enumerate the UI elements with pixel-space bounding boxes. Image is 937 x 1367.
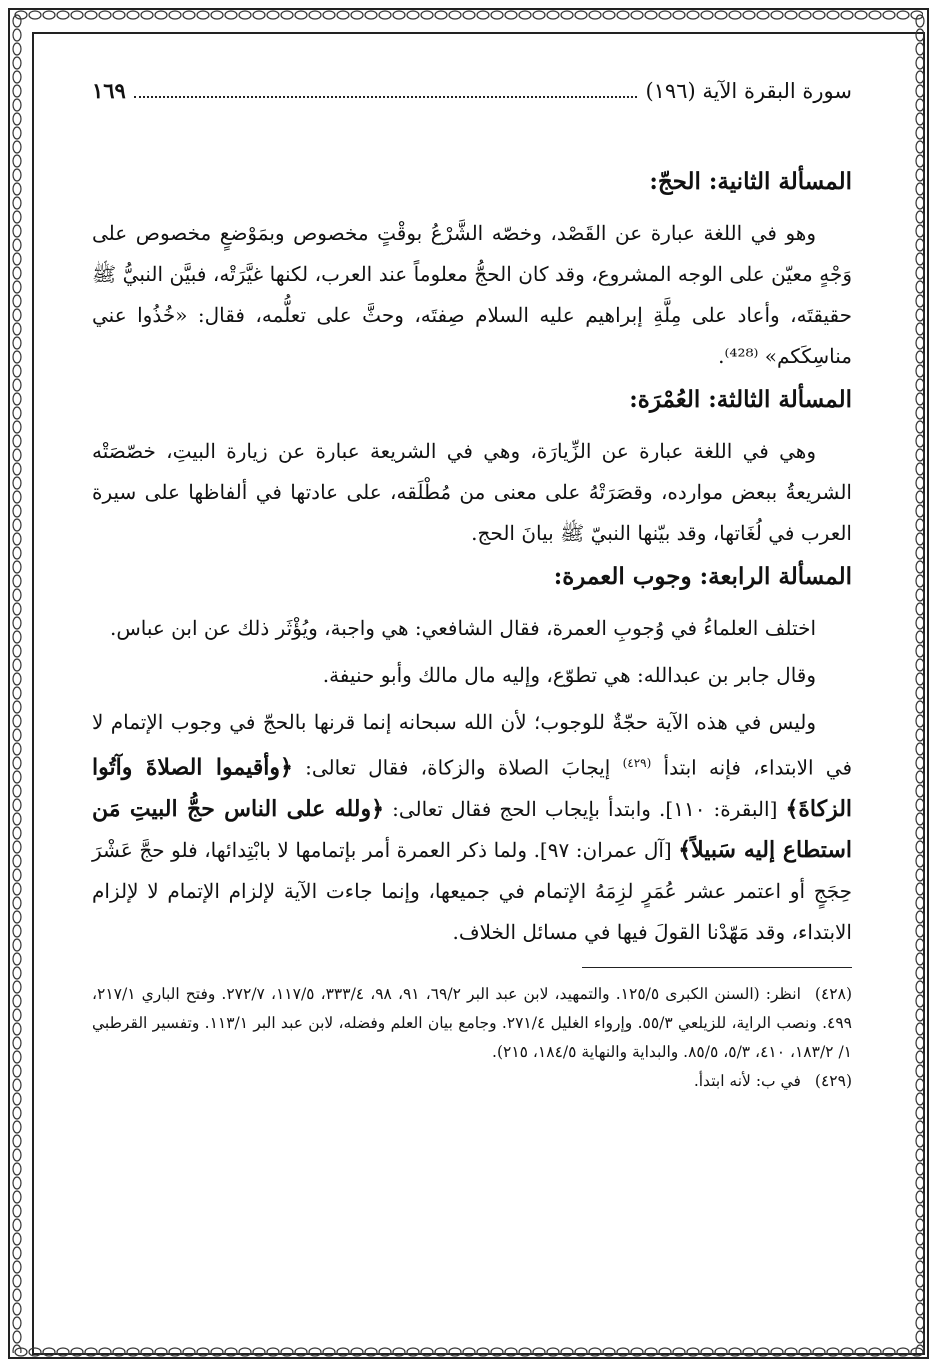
ornament-border-bottom [14, 1345, 923, 1359]
final-part4: ولما ذكر العمرة أمر بإتمامها لا بابْتِدائها، فلو حجَّ عَشْرَ حِجَجٍ أو اعتمر عشر عُمَرٍ لزِمَهُ الإتمام في جميعها، وإنما جاءت الآية لإلزام الإتمام لا لإلزام الابتداء، وقد مَهّدْنا القولَ فيها في مسائل الخلاف. [92, 837, 852, 944]
footnote-number-428: (٤٢٨) [814, 984, 852, 1003]
paragraph-jabir: وقال جابر بن عبدالله: هي تطوّع، وإليه مال مالك وأبو حنيفة. [322, 663, 816, 687]
paragraph-shafii: اختلف العلماءُ في وُجوبِ العمرة، فقال الشافعي: هي واجبة، ويُؤْثَر ذلك عن ابن عباس. [109, 616, 816, 640]
page-content [92, 68, 852, 1096]
footnote-number-429: (٤٢٩) [814, 1071, 852, 1090]
section-heading-umrah: المسألة الثالثة: العُمْرَة: [629, 386, 852, 413]
quran-quote-2: ﴿ولله على الناس حجُّ البيتِ مَن استطاع إليه سَبيلاً﴾ [92, 795, 852, 863]
footnote-text-429: في ب: لأنه ابتدأ. [693, 1071, 801, 1090]
section-heading-hajj: المسألة الثانية: الحجّ: [649, 168, 852, 195]
final-part1: وليس في هذه الآية حجّةٌ للوجوب؛ لأن الله سبحانه إنما قرنها بالحجّ في وجوب الإتمام لا في الابتداء، فإنه ابتدأ [92, 710, 853, 780]
ornament-border-top [14, 8, 923, 22]
footnote-text-428: انظر: (السنن الكبرى ١٢٥/٥. والتمهيد، لابن عبد البر ٦٩/٢، ٩١، ٩٨، ٣٣٣/٤، ١١٧/٥، ٢٧٢/٧. وفتح الباري ٢١٧/١، ٤٩٩. ونصب الراية، للزيلعي ٥٥/٣. وإرواء الغليل ٢٧١/٤. وجامع بيان العلم وفضله، لابن عبد البر ١١٣/١. وتفسير القرطبي ١/ ١٨٣/٢، ٤١٠، ٥/٣، ٨٥/٥. والبداية والنهاية ١٨٤/٥، ٢١٥). [92, 984, 852, 1061]
final-part3: وابتدأ بإيجاب الحج فقال تعالى: [392, 796, 651, 821]
quran-ref-2: [آل عمران: ٩٧]. [533, 837, 672, 862]
header-title: سورة البقرة الآية (١٩٦) [645, 79, 852, 103]
quran-ref-1: [البقرة: ١١٠]. [659, 796, 778, 821]
section-heading-umrah-obligation: المسألة الرابعة: وجوب العمرة: [553, 563, 852, 590]
paragraph-hajj: وهو في اللغة عبارة عن القَصْد، وخصّه الشَّرْعُ بوقْتٍ مخصوص وبمَوْضعٍ مخصوص على وَجْهٍ معيّن على الوجه المشروع، وقد كان الحجُّ معلوماً عند العرب، لكنها غيَّرَتْه، فبيَّن النبيُّ ﷺ حقيقتَه، وأعاد على مِلَّةِ إبراهيم عليه السلام صِفتَه، وحثَّ على تعلُّمه، فقال: «خُذُوا عني مناسِكَكم» ⁽⁴²⁸⁾. [92, 221, 852, 368]
page-number: ١٦٩ [92, 78, 126, 103]
header-dots [134, 84, 638, 98]
footnote-429 [92, 1067, 852, 1096]
paragraph-umrah: وهي في اللغة عبارة عن الزِّيارَة، وهي في الشريعة عبارة عن زيارة البيتِ، خصّصَتْه الشريعةُ ببعض موارده، وقصَرَتْهُ على معنى من مُطْلَقه، على عادتها في ألفاظها على سيرة العرب في لُغَاتها، وقد بيّنها النبيّ ﷺ بيانَ الحج. [92, 439, 852, 545]
running-header [92, 78, 852, 103]
ornament-border-right [913, 14, 927, 1353]
paragraph-final [92, 702, 852, 953]
footnote-428 [92, 980, 852, 1067]
footnote-ref-429: (٤٢٩) [622, 756, 652, 770]
final-part2: إيجابَ الصلاة والزكاة، فقال تعالى: [305, 755, 611, 780]
quran-quote-1: ﴿وأقيموا الصلاةَ وآتُوا الزكاةَ﴾ [92, 754, 853, 822]
ornament-border-left [10, 14, 24, 1353]
footnote-separator [582, 967, 852, 968]
